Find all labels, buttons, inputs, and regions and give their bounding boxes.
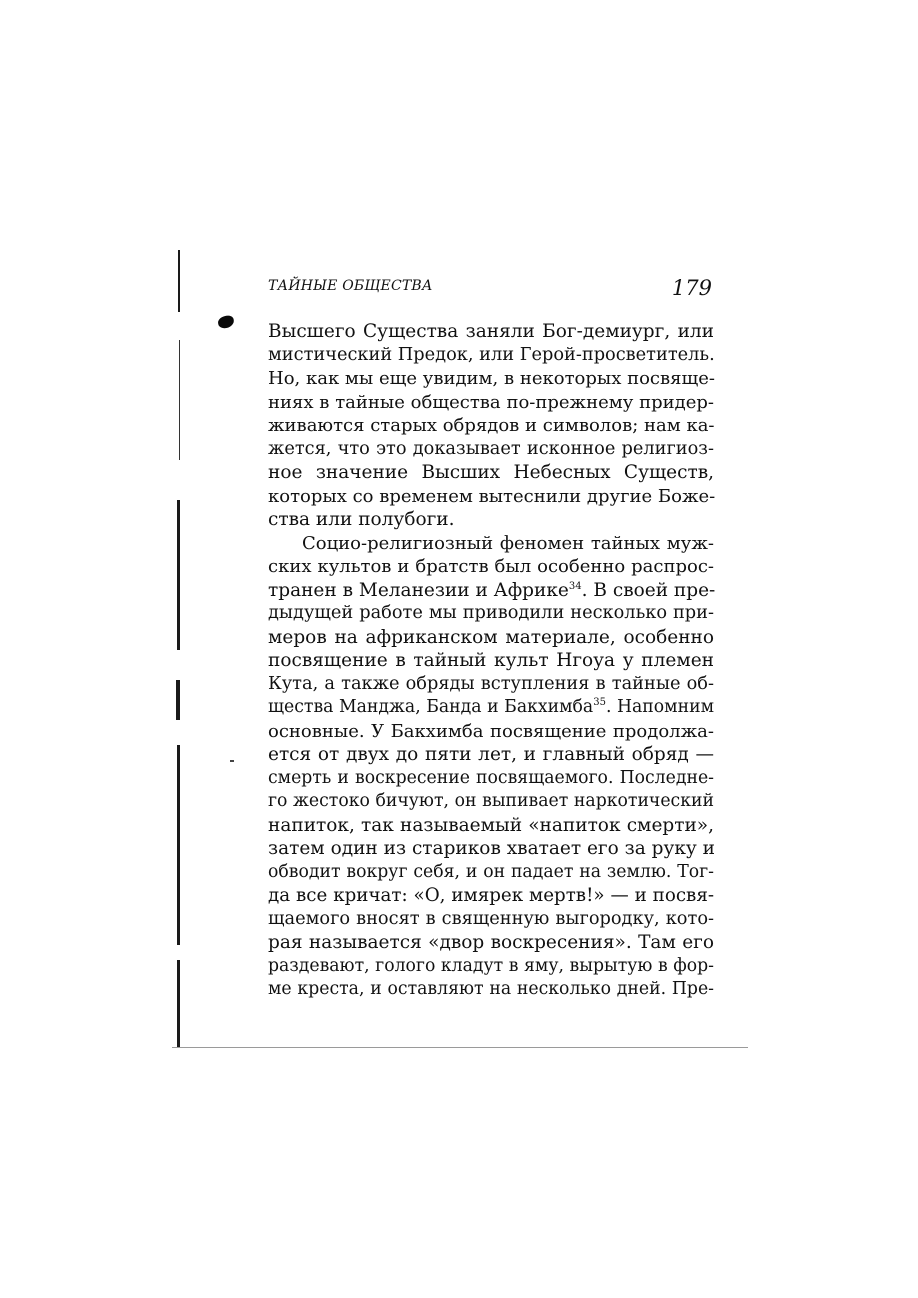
body-text bbox=[268, 320, 714, 1002]
text-line: посвящение в тайный культ Нгоуа у племен bbox=[268, 650, 714, 671]
text-line: мистический Предок, или Герой-просветитель. bbox=[268, 344, 715, 365]
text-line: Но, как мы еще увидим, в некоторых посвяще- bbox=[268, 368, 715, 389]
text-line: рая называется «двор воскресения». Там его bbox=[268, 932, 714, 953]
text-line: затем один из стариков хватает его за руку и bbox=[268, 838, 715, 859]
text-line: щаемого вносят в священную выгородку, кото- bbox=[268, 908, 714, 929]
scan-edge-mark bbox=[176, 680, 180, 720]
text-line bbox=[268, 696, 714, 720]
page-bottom-rule bbox=[172, 1047, 748, 1048]
scan-edge-mark bbox=[177, 745, 180, 945]
ink-blot bbox=[217, 314, 235, 329]
text-segment: щества Манджа, Банда и Бакхимба bbox=[268, 697, 594, 717]
text-line: которых со временем вытеснили другие Боже- bbox=[268, 485, 716, 507]
text-segment: транен в Меланезии и Африке bbox=[268, 579, 569, 601]
page-number: 179 bbox=[671, 276, 712, 300]
footnote-ref: 35 bbox=[593, 697, 606, 708]
text-line: Кута, а также обряды вступления в тайные об- bbox=[268, 673, 714, 694]
text-line: раздевают, голого кладут в яму, вырытую в фор- bbox=[268, 955, 714, 976]
footnote-ref: 34 bbox=[568, 580, 582, 592]
text-line: жется, что это доказывает исконное религиоз- bbox=[268, 438, 714, 459]
text-line: обводит вокруг себя, и он падает на землю. Тог- bbox=[268, 861, 714, 882]
running-title: ТАЙНЫЕ ОБЩЕСТВА bbox=[268, 278, 433, 294]
text-line: го жестоко бичуют, он выпивает наркотический bbox=[268, 791, 714, 811]
text-line: ских культов и братств был особенно распрос- bbox=[268, 556, 714, 577]
text-line: Социо-религиозный феномен тайных муж- bbox=[302, 532, 714, 554]
text-line: ме креста, и оставляют на несколько дней. Пре- bbox=[268, 979, 714, 999]
scan-speck bbox=[230, 760, 234, 762]
text-segment: . Напомним bbox=[605, 697, 714, 717]
text-line: смерть и воскресение посвящаемого. Последне- bbox=[268, 767, 714, 788]
scan-edge-mark bbox=[178, 250, 180, 312]
text-line: Высшего Существа заняли Бог-демиург, или bbox=[268, 321, 714, 342]
text-line: дыдущей работе мы приводили несколько при- bbox=[268, 603, 714, 623]
scan-edge-mark bbox=[177, 960, 180, 1048]
text-line: основные. У Бакхимба посвящение продолжа- bbox=[268, 720, 714, 742]
text-line: меров на африканском материале, особенно bbox=[268, 626, 714, 648]
text-line bbox=[268, 579, 714, 603]
running-head bbox=[268, 276, 714, 306]
scan-edge-mark bbox=[177, 500, 180, 650]
text-line: напиток, так называемый «напиток смерти», bbox=[268, 814, 714, 836]
scan-edge-mark bbox=[179, 340, 180, 460]
text-line: ется от двух до пяти лет, и главный обряд — bbox=[268, 744, 714, 765]
text-line: ниях в тайные общества по-прежнему придер- bbox=[268, 391, 714, 413]
text-line: живаются старых обрядов и символов; нам ка- bbox=[268, 415, 715, 436]
text-segment: . В своей пре- bbox=[581, 579, 716, 601]
text-line: ства или полубоги. bbox=[268, 509, 455, 530]
text-line: да все кричат: «О, имярек мертв!» — и посвя- bbox=[268, 885, 714, 906]
text-line: ное значение Высших Небесных Существ, bbox=[268, 462, 714, 483]
